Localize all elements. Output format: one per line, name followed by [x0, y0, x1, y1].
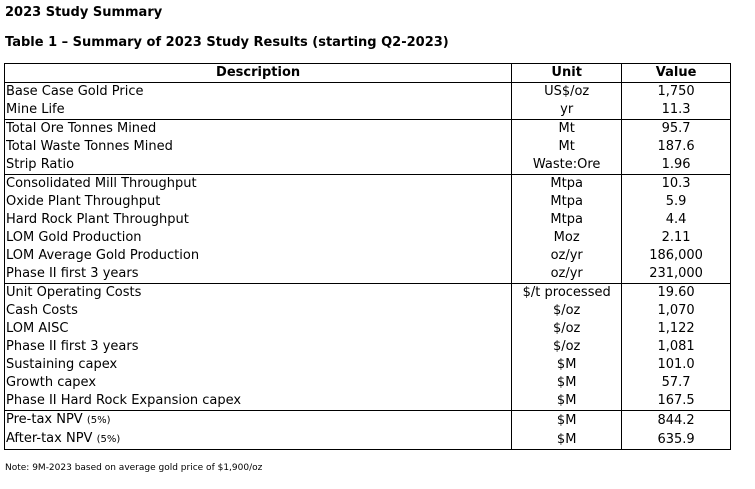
- row-description: Growth capex: [6, 375, 97, 390]
- row-description: LOM Gold Production: [6, 230, 142, 245]
- row-description: Sustaining capex: [6, 357, 118, 372]
- table-row: [5, 83, 731, 102]
- table-row: [5, 284, 731, 303]
- row-value: 187.6: [622, 138, 731, 156]
- table-header-row: [5, 64, 731, 83]
- row-unit: Waste:Ore: [512, 156, 622, 175]
- table-row: [5, 211, 731, 229]
- row-unit: US$/oz: [512, 83, 622, 102]
- page-title: 2023 Study Summary: [5, 5, 163, 20]
- table-row: [5, 265, 731, 284]
- row-value: 1,122: [622, 320, 731, 338]
- table-row: [5, 411, 731, 431]
- row-unit: $/oz: [512, 320, 622, 338]
- row-description-text: After-tax NPV: [6, 431, 93, 446]
- table-title: Table 1 – Summary of 2023 Study Results (starting Q2-2023): [5, 35, 449, 50]
- row-description: Mine Life: [6, 102, 65, 117]
- row-unit: $/oz: [512, 302, 622, 320]
- row-unit: Mtpa: [512, 211, 622, 229]
- row-description: [5, 430, 512, 450]
- table-row: [5, 138, 731, 156]
- row-value: 10.3: [622, 175, 731, 194]
- table-row: [5, 302, 731, 320]
- row-unit: $M: [512, 430, 622, 450]
- row-value: 95.7: [622, 120, 731, 139]
- row-description: Hard Rock Plant Throughput: [6, 212, 189, 227]
- row-description: Phase II first 3 years: [6, 266, 139, 281]
- row-value: 57.7: [622, 374, 731, 392]
- header-description: Description: [5, 64, 512, 83]
- row-unit: yr: [512, 101, 622, 120]
- row-description: LOM AISC: [6, 321, 69, 336]
- row-value: 11.3: [622, 101, 731, 120]
- row-description: Cash Costs: [6, 303, 78, 318]
- row-unit: $M: [512, 392, 622, 411]
- summary-table: [4, 63, 731, 450]
- row-value: 4.4: [622, 211, 731, 229]
- row-description: Oxide Plant Throughput: [6, 194, 161, 209]
- row-value: 1,750: [622, 83, 731, 102]
- row-value: 186,000: [622, 247, 731, 265]
- table-row: [5, 374, 731, 392]
- table-row: [5, 356, 731, 374]
- row-unit: Moz: [512, 229, 622, 247]
- header-unit: Unit: [512, 64, 622, 83]
- row-description-suffix: (5%): [96, 434, 121, 445]
- table-row: [5, 229, 731, 247]
- table-row: [5, 120, 731, 139]
- row-description: LOM Average Gold Production: [6, 248, 200, 263]
- row-description-suffix: (5%): [86, 415, 111, 426]
- row-description: Base Case Gold Price: [6, 84, 144, 99]
- row-description: Total Ore Tonnes Mined: [5, 120, 512, 139]
- row-unit: $M: [512, 374, 622, 392]
- row-unit: Mtpa: [512, 175, 622, 194]
- row-value: 101.0: [622, 356, 731, 374]
- row-value: 1,081: [622, 338, 731, 356]
- row-unit: Mt: [512, 138, 622, 156]
- table-row: [5, 101, 731, 120]
- row-unit: oz/yr: [512, 247, 622, 265]
- row-description: Strip Ratio: [6, 157, 75, 172]
- table-row: [5, 193, 731, 211]
- row-unit: oz/yr: [512, 265, 622, 284]
- row-unit: $M: [512, 411, 622, 431]
- row-value: 231,000: [622, 265, 731, 284]
- row-value: 5.9: [622, 193, 731, 211]
- row-value: 167.5: [622, 392, 731, 411]
- row-description-text: Pre-tax NPV: [6, 412, 83, 427]
- row-description: Consolidated Mill Throughput: [5, 175, 512, 194]
- table-row: [5, 247, 731, 265]
- row-unit: Mtpa: [512, 193, 622, 211]
- table-row: [5, 338, 731, 356]
- row-unit: $M: [512, 356, 622, 374]
- row-unit: $/t processed: [512, 284, 622, 303]
- table-row: [5, 320, 731, 338]
- row-value: 19.60: [622, 284, 731, 303]
- table-row: [5, 175, 731, 194]
- row-description: Phase II first 3 years: [6, 339, 139, 354]
- row-value: 1.96: [622, 156, 731, 175]
- row-value: 1,070: [622, 302, 731, 320]
- table-row: [5, 392, 731, 411]
- row-unit: Mt: [512, 120, 622, 139]
- row-unit: $/oz: [512, 338, 622, 356]
- row-description: [5, 411, 512, 431]
- table-row: [5, 430, 731, 450]
- header-value: Value: [622, 64, 731, 83]
- row-description: Unit Operating Costs: [5, 284, 512, 303]
- row-value: 2.11: [622, 229, 731, 247]
- row-description: Phase II Hard Rock Expansion capex: [6, 393, 242, 408]
- table-row: [5, 156, 731, 175]
- row-description: Total Waste Tonnes Mined: [6, 139, 173, 154]
- row-value: 844.2: [622, 411, 731, 431]
- footnote: Note: 9M-2023 based on average gold price of $1,900/oz: [5, 463, 263, 473]
- row-value: 635.9: [622, 430, 731, 450]
